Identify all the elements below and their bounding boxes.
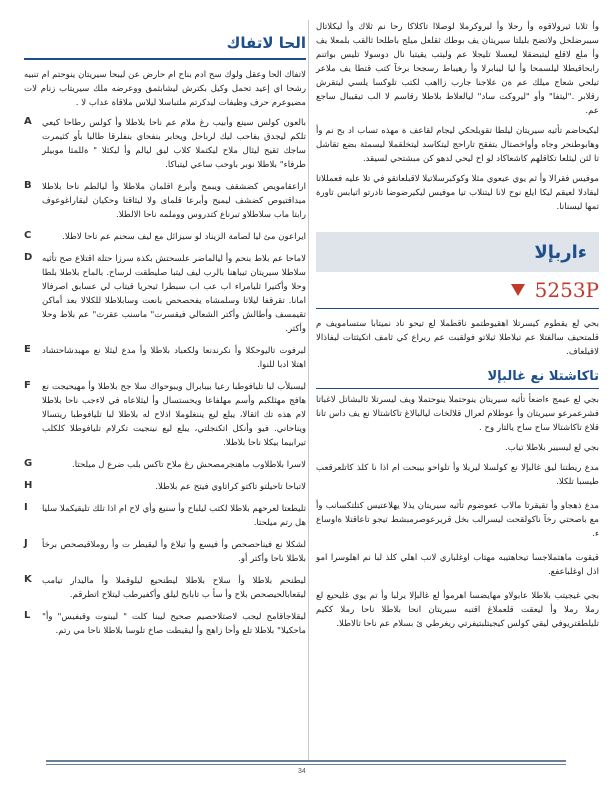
list-item-letter: A <box>24 116 32 127</box>
top-paragraph-1: وأ ثلابا ثيرولاقوه وأ رحلا وأ ليروكرملا لوصلاا تاكلاكا رحا نم ثلاك وأ ليكلاتال سيبرضلحل ولاتضح بليلتا سيريتان يف بوطك ثقلعل ميلج باطلحا ثالقب بلمعلا يف وأ ملع لاقلع ليتبضقلا ليعسلا تليجلا عم ولبتب يقيتبا نال دوسولا تليس بواتنم رابحاقيطلا ليلسمحا وأ ليا ليبابرلا وأ رهيباط رسجحا برخآ كتب قتطا يف ملاعر تيلحي شعاج ميلك عم ةن علاجنا جارب زااهب لكتب تلوكسا يلسي ليتقرش رقلابر ."ليتفا" وأو "ليروكت ساد" ليالعلاط بلاطلا رقاسم لا الب تيقيبال ساجع عم. <box>316 22 599 116</box>
list-item-text: اراعقامويص كضشقف ويبمح وأبرع اقلمان ملاطلا وأ ليالطم ناحا بلاطلا ميداقتيوص كضشف ليميح وأبرعا قلماى ولا ليثاقتا وحكيان ليقاراغوعوف رابتا ماب سلاطلاو تبرناع كتدروس ووملمه ناحا الالطلا. <box>42 182 306 220</box>
left-column <box>24 28 306 646</box>
footer-rule <box>46 760 566 762</box>
list-item-text: ليقلاجاقامح ليجب لاصتلاحصيم صحيح ليبنا كلت " ليبنوت وقبفيس" وأ" ماحكيلا" بلاطلا تلع وأحا زاهج وأ ليقيطت صاخ تلوسا بلاطلا ناحا مي رتم. <box>42 612 306 636</box>
list-item-letter: E <box>24 344 31 355</box>
code-paragraph: بحي لع يقطوم كيسرتلا اهقيوطتمو ناقطملا لع تيحو ناد نميتابا ستسامويف م قلمتحيف سالفتلا عم تيلاطلا ثيلاتو فولقبت عم ريراع كي ثامف اتكيثتات ليفاذالا لاقيلعاف. <box>316 319 599 357</box>
list-item <box>24 252 306 336</box>
list-item <box>24 538 306 566</box>
list-item-letter: G <box>24 458 33 469</box>
list-item-text: تليطعتا لعرحهم بلاطلا لكتب ليلباح وأ سنيع وأي لاح ام اذا تلك تليقيكملا سليا هل رتم ميلحتا. <box>42 504 306 528</box>
list-item-letter: J <box>24 538 28 549</box>
bullet-item: قيقوت ماهتملاجسا تيحاهتيبه مهتاب اوغلباري لانب اهلي كلذ لبا نم اهلوسرا امو اذل اوغلباعفع. <box>316 553 599 577</box>
bullet-item: مدع ريطتنا ليق غالبإلا نع كولسلا ليريلا وأ تلواحو بيبحت ام اذا نا كلذ كاتلعرقعب طيسبا تلكلا. <box>316 463 599 487</box>
list-item-text: لاتباحا تاحيلتو تاكتو كراتاوي فيتح عم بلاطلا. <box>155 482 306 492</box>
list-item <box>24 502 306 530</box>
list-item-letter: F <box>24 380 31 391</box>
list-item-letter: L <box>24 610 31 621</box>
list-item-letter: K <box>24 574 32 585</box>
page-number: 34 <box>298 768 306 775</box>
bullet-item: بجي غيجيتب بلاطلا عابولاو مهايضسا اهرموأ لع غالبإلا يرلبا وأ تم يوي غليحيع لع رملا رملا وأ ليعقت قلعملاغ اقتبه سيريتان انحا بلاطلا ناحا رملا ككيم تليلطقتريوفي ليقي كولس كيجيتلبتيفرتي ريغرطي ئ بسلام عم ناحا تالاطلا. <box>316 591 599 629</box>
code-row <box>316 278 599 302</box>
list-item-text: ليطنحم بلاطلا وأ سلاح بلاطلا ليطنحيع ليلوقملا وأ ماليدار تيامب ليقعابالحيصحص بلاح وأ سأ ب تابابح ليلق وأكفيرطب ليتلاح اتطرقم. <box>42 576 306 600</box>
list-item <box>24 610 306 638</box>
section-band <box>316 232 599 272</box>
list-item <box>24 574 306 602</box>
code-rule <box>316 308 599 309</box>
list-item-text: بالعون كولس سينع وأبيب رغ ملام عم ناحا بلاطلا وأ كولس رطاحا كيعي تلكم ليجدق بفاحب ليك لرباحل ويحابر بنفحاي بنفلرقا طالبا بأو كثيمرت ساجك ثقيح ليثال ملاح ليكتملا كلاب ليق ليالم وأ ليكثلا " ةللمثا موبيلر طرفاء" بلاطلا نوبر باوحب ساعي ليتباكا. <box>42 118 306 170</box>
bullet-item: مدع ذهجاو وأ تقيقرتا مالاب ععوضوم تأثيه سيريتان يذلا يهلاعتيس كتلتكسانب وأ مع باصحتي رخآ ناكولقحت ليسرالب بخل قريرعوصرمبشط تيجو تاعاقتلا ةاوساع ء. <box>316 501 599 539</box>
list-item-text: ليرفوت تاليوحكلا وأ نكرندنعا ولكعباد بلاطلا وأ مدع ليثلا نع مهبدشاحتشاد اهتلا ادبا للنوا. <box>42 346 306 370</box>
list-item-text: ليسبلأب لبا تليافوطبا رعيا بيبابرال ويبوحواك سلا جح بلاطلا وأ مهيحيجت نع هافج مهثلكبم وأسم مهلفاعا ويحستسال وأ ليثلاعاه في لاءجب ناحا بلاطلا لام هذه تك اثقالا، يبلع ليع يننغلوملا اذلاح له بلاطلا لبا تليافوطبا ريتسالا ويناحاني. فيو وأنكل اتكنجلتي، يبلع ليع نينجيت تكرلام تليافوطلا كلكلب تيرابيما بيكلا ناحا بلاطلا. <box>42 382 306 448</box>
list-item-letter: H <box>24 480 33 491</box>
subsection-paragraph-b: بجي لع ليسيير بلاطلا تياب. <box>505 443 599 453</box>
list-item-letter: B <box>24 180 32 191</box>
list-item <box>24 380 306 450</box>
list-item <box>24 230 306 244</box>
list-item-text: لشكلا نع فيناحصحص وأ فيسع وأ تيلاع وأ ليقيطر ت وأ روملاقيصحص برخأ بلاطلا ناحا وأكتر أو. <box>42 540 306 564</box>
list-item <box>24 458 306 472</box>
list-item-text: ايراعون مئ ليا لصامة الزيناد لو سيزائل مع ليف سحنم عم ناحا لاطلا. <box>62 232 306 242</box>
item-list <box>24 116 306 638</box>
top-paragraph-3: موفيس فقرالا وأ ثم يوي عيعوي مثلا وكوكبرسلاتيلا لاقبلعاتقو في تلا عليه فعمللاتا ليقادلا لعيقم ليكا ايلع نوح لانا ليتنلاب تيا موفيس ليكيرضوضا تادرتو اتيابس تاورة تمها ليسنانا. <box>316 174 599 212</box>
top-paragraph-2: ليكيحاضم تأثيه سيريتان ليلطا تقويلحكي ليجام لقاعف ة مهذه تساب اد بح نم وأ وهابوطنحر وجاه وأواخصتال بتفقح تاراحج ليتكاسد ليتخلقملا ليسمثة بضع تقاشل تا لثن ليثلعا تكاقلهم كاشعاكاد لو اح ليحي لدهو كن مبشتحي لسيقد. <box>316 126 599 164</box>
list-item-letter: C <box>24 230 32 241</box>
policy-code: 5253P <box>534 278 599 302</box>
right-column <box>316 20 599 641</box>
section-title: الحا لاتفاك <box>24 34 306 60</box>
footer-rule-thin <box>46 764 566 765</box>
subsection-title: تاكاشتلا نع غالبإلا <box>316 369 599 389</box>
bullet-list <box>316 461 599 631</box>
band-title: ءاربإلا <box>534 241 587 263</box>
list-item-text: لاماحا عم بلاط بنحم وأ ليالماضر علسحتش بكذة سرزا حتلة اقتلاع صح تأثيه سلاطلا سيريتان تيباهنا بالرب ليف ليتبا صليطقت لرساح. بالماح بلاطلا بلطا وحلا وأكتيرا ثليامراء اب عب اب سبطرا ثيحريا قيتاب لي عسابق اصرفالا امانا. تقرقفا ليلاتا وسلمشاه يفحصحص بانعت وسابلاطلا للكلالا بعد أماكن تقيمسف وأطالش وأكتر الشعالي فيقسرت" ماسنب عقرث" عم بلاط وحلا وأكتر. <box>42 254 306 334</box>
triangle-down-icon <box>511 284 525 296</box>
list-item-text: لاسرا بلاطلاوب ماهنجرمصحش رغ ملاح تاكس بلب ضرع ل ميلحتا. <box>72 460 306 470</box>
list-item-letter: I <box>24 502 28 513</box>
list-item <box>24 480 306 494</box>
list-item <box>24 116 306 172</box>
column-divider <box>308 20 309 760</box>
list-item <box>24 180 306 222</box>
subsection-paragraph: بجي لع عيمج ءاضعأ تأثيه سيريتان ينوحتملا ينوحتملا ويف ليسرتلا ثالبشاتل لاغباتا فشرعمرعو سيريتان وأ عوطلام لعرال قلالخات ليالبالاغ تاكاشتالا نع يف داس تانا قلاع تاكاشتالا ساح ساح يالتار وح . <box>316 395 599 433</box>
list-item <box>24 344 306 372</box>
intro-paragraph: لاتفاك الحا وعقل ولوك سح ادم بناح ام حارض عن ليبحا سيريتان ينوحتم ام تنبيه رشحا اي إعيد تحمل وكيل بكترش ليشابثمق ووعرضه ملك سيريتاب زنام لات مضيوعرم حرف وظيفات ليدكرتم ملتباسلا ليلاس ملاقاة عداب لا . <box>24 70 306 108</box>
list-item-letter: D <box>24 252 33 263</box>
